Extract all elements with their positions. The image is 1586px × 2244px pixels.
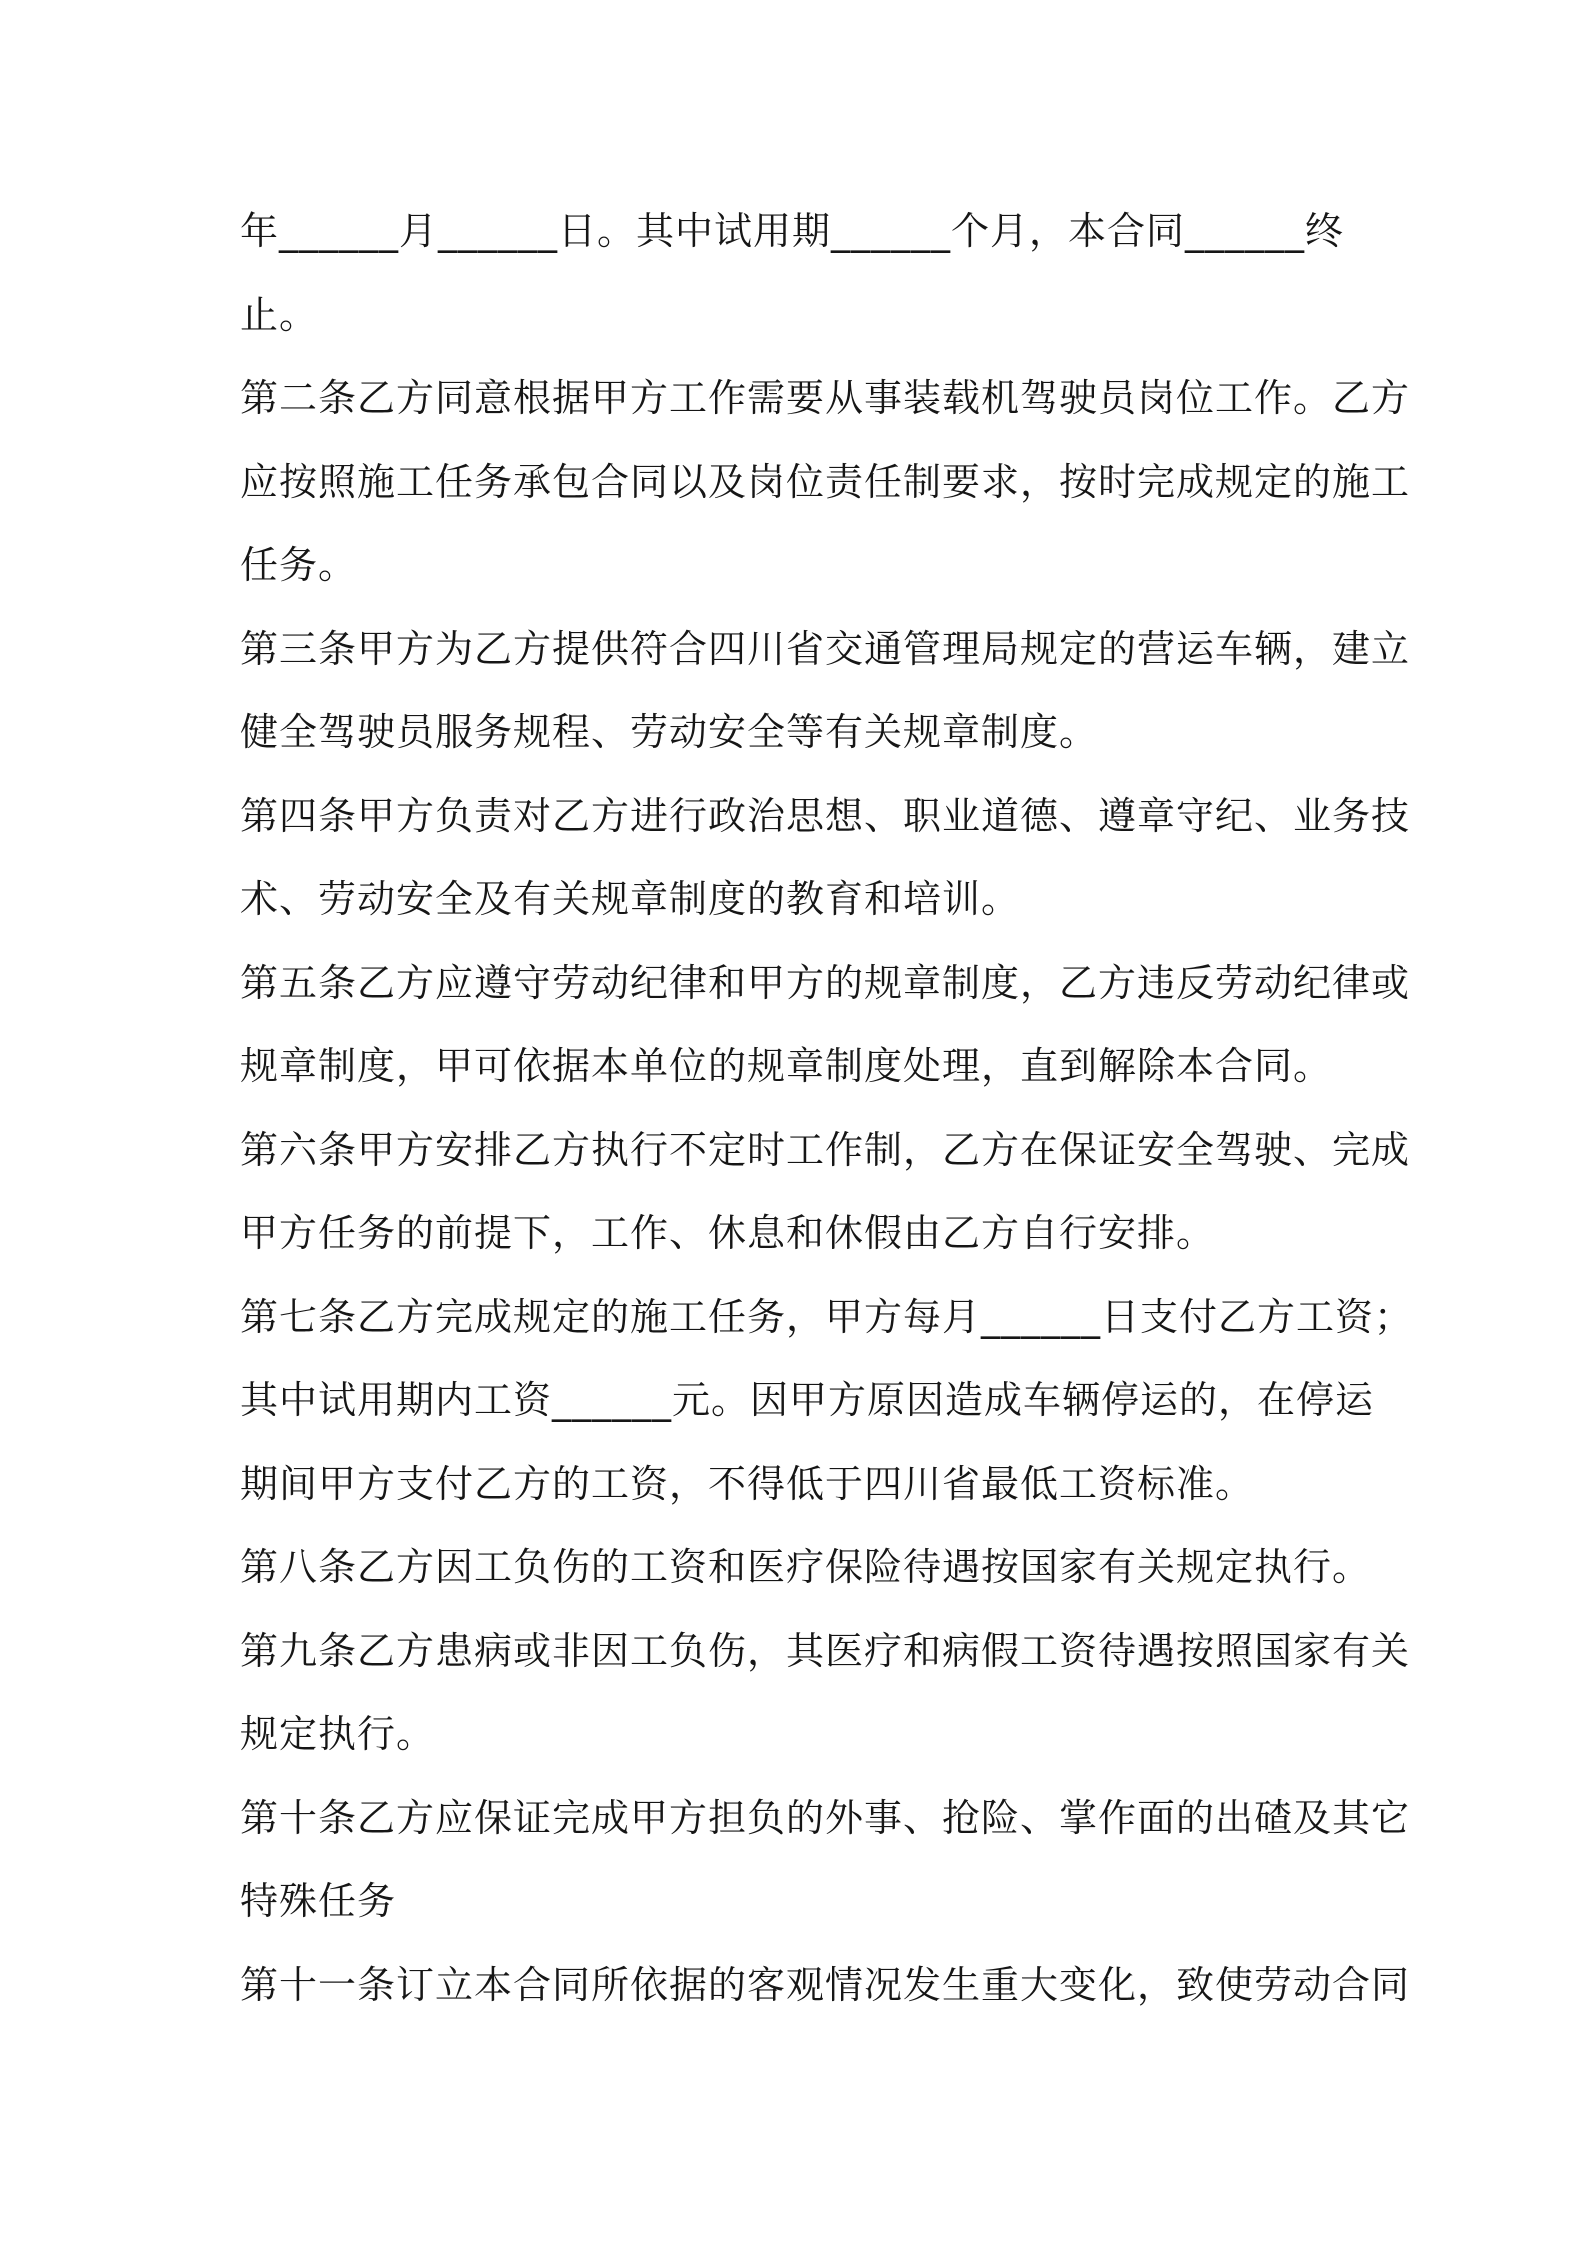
text-line: 第六条甲方安排乙方执行不定时工作制，乙方在保证安全驾驶、完成 bbox=[240, 1127, 1411, 1172]
text-line: 第十条乙方应保证完成甲方担负的外事、抢险、掌作面的出碴及其它 bbox=[240, 1795, 1411, 1840]
text-line: 健全驾驶员服务规程、劳动安全等有关规章制度。 bbox=[240, 710, 1099, 754]
text-line: 甲方任务的前提下，工作、休息和休假由乙方自行安排。 bbox=[240, 1211, 1216, 1255]
text-line: 规章制度，甲可依据本单位的规章制度处理，直到解除本合同。 bbox=[240, 1044, 1333, 1088]
text-line: 规定执行。 bbox=[240, 1712, 436, 1756]
text-line: 术、劳动安全及有关规章制度的教育和培训。 bbox=[240, 877, 1021, 921]
text-line: 其中试用期内工资______元。因甲方原因造成车辆停运的，在停运 bbox=[240, 1378, 1375, 1422]
text-line: 年______月______日。其中试用期______个月，本合同______终 bbox=[240, 209, 1345, 253]
text-line: 第三条甲方为乙方提供符合四川省交通管理局规定的营运车辆，建立 bbox=[240, 626, 1411, 671]
text-line: 止。 bbox=[240, 292, 319, 337]
text-line: 第五条乙方应遵守劳动纪律和甲方的规章制度，乙方违反劳动纪律或 bbox=[240, 960, 1411, 1005]
text-line: 第九条乙方患病或非因工负伤，其医疗和病假工资待遇按照国家有关 bbox=[240, 1628, 1411, 1673]
text-line: 任务。 bbox=[240, 543, 358, 587]
contract-text bbox=[240, 190, 1414, 2027]
text-line: 特殊任务 bbox=[240, 1879, 397, 1923]
text-line: 第四条甲方负责对乙方进行政治思想、职业道德、遵章守纪、业务技 bbox=[240, 793, 1411, 838]
text-line: 应按照施工任务承包合同以及岗位责任制要求，按时完成规定的施工 bbox=[240, 459, 1411, 504]
text-line: 第七条乙方完成规定的施工任务，甲方每月______日支付乙方工资； bbox=[240, 1294, 1414, 1339]
text-line: 第二条乙方同意根据甲方工作需要从事装载机驾驶员岗位工作。乙方 bbox=[240, 376, 1411, 420]
text-line: 期间甲方支付乙方的工资，不得低于四川省最低工资标准。 bbox=[240, 1461, 1255, 1506]
text-line: 第十一条订立本合同所依据的客观情况发生重大变化，致使劳动合同 bbox=[240, 1962, 1411, 2007]
text-line: 第八条乙方因工负伤的工资和医疗保险待遇按国家有关规定执行。 bbox=[240, 1545, 1372, 1589]
